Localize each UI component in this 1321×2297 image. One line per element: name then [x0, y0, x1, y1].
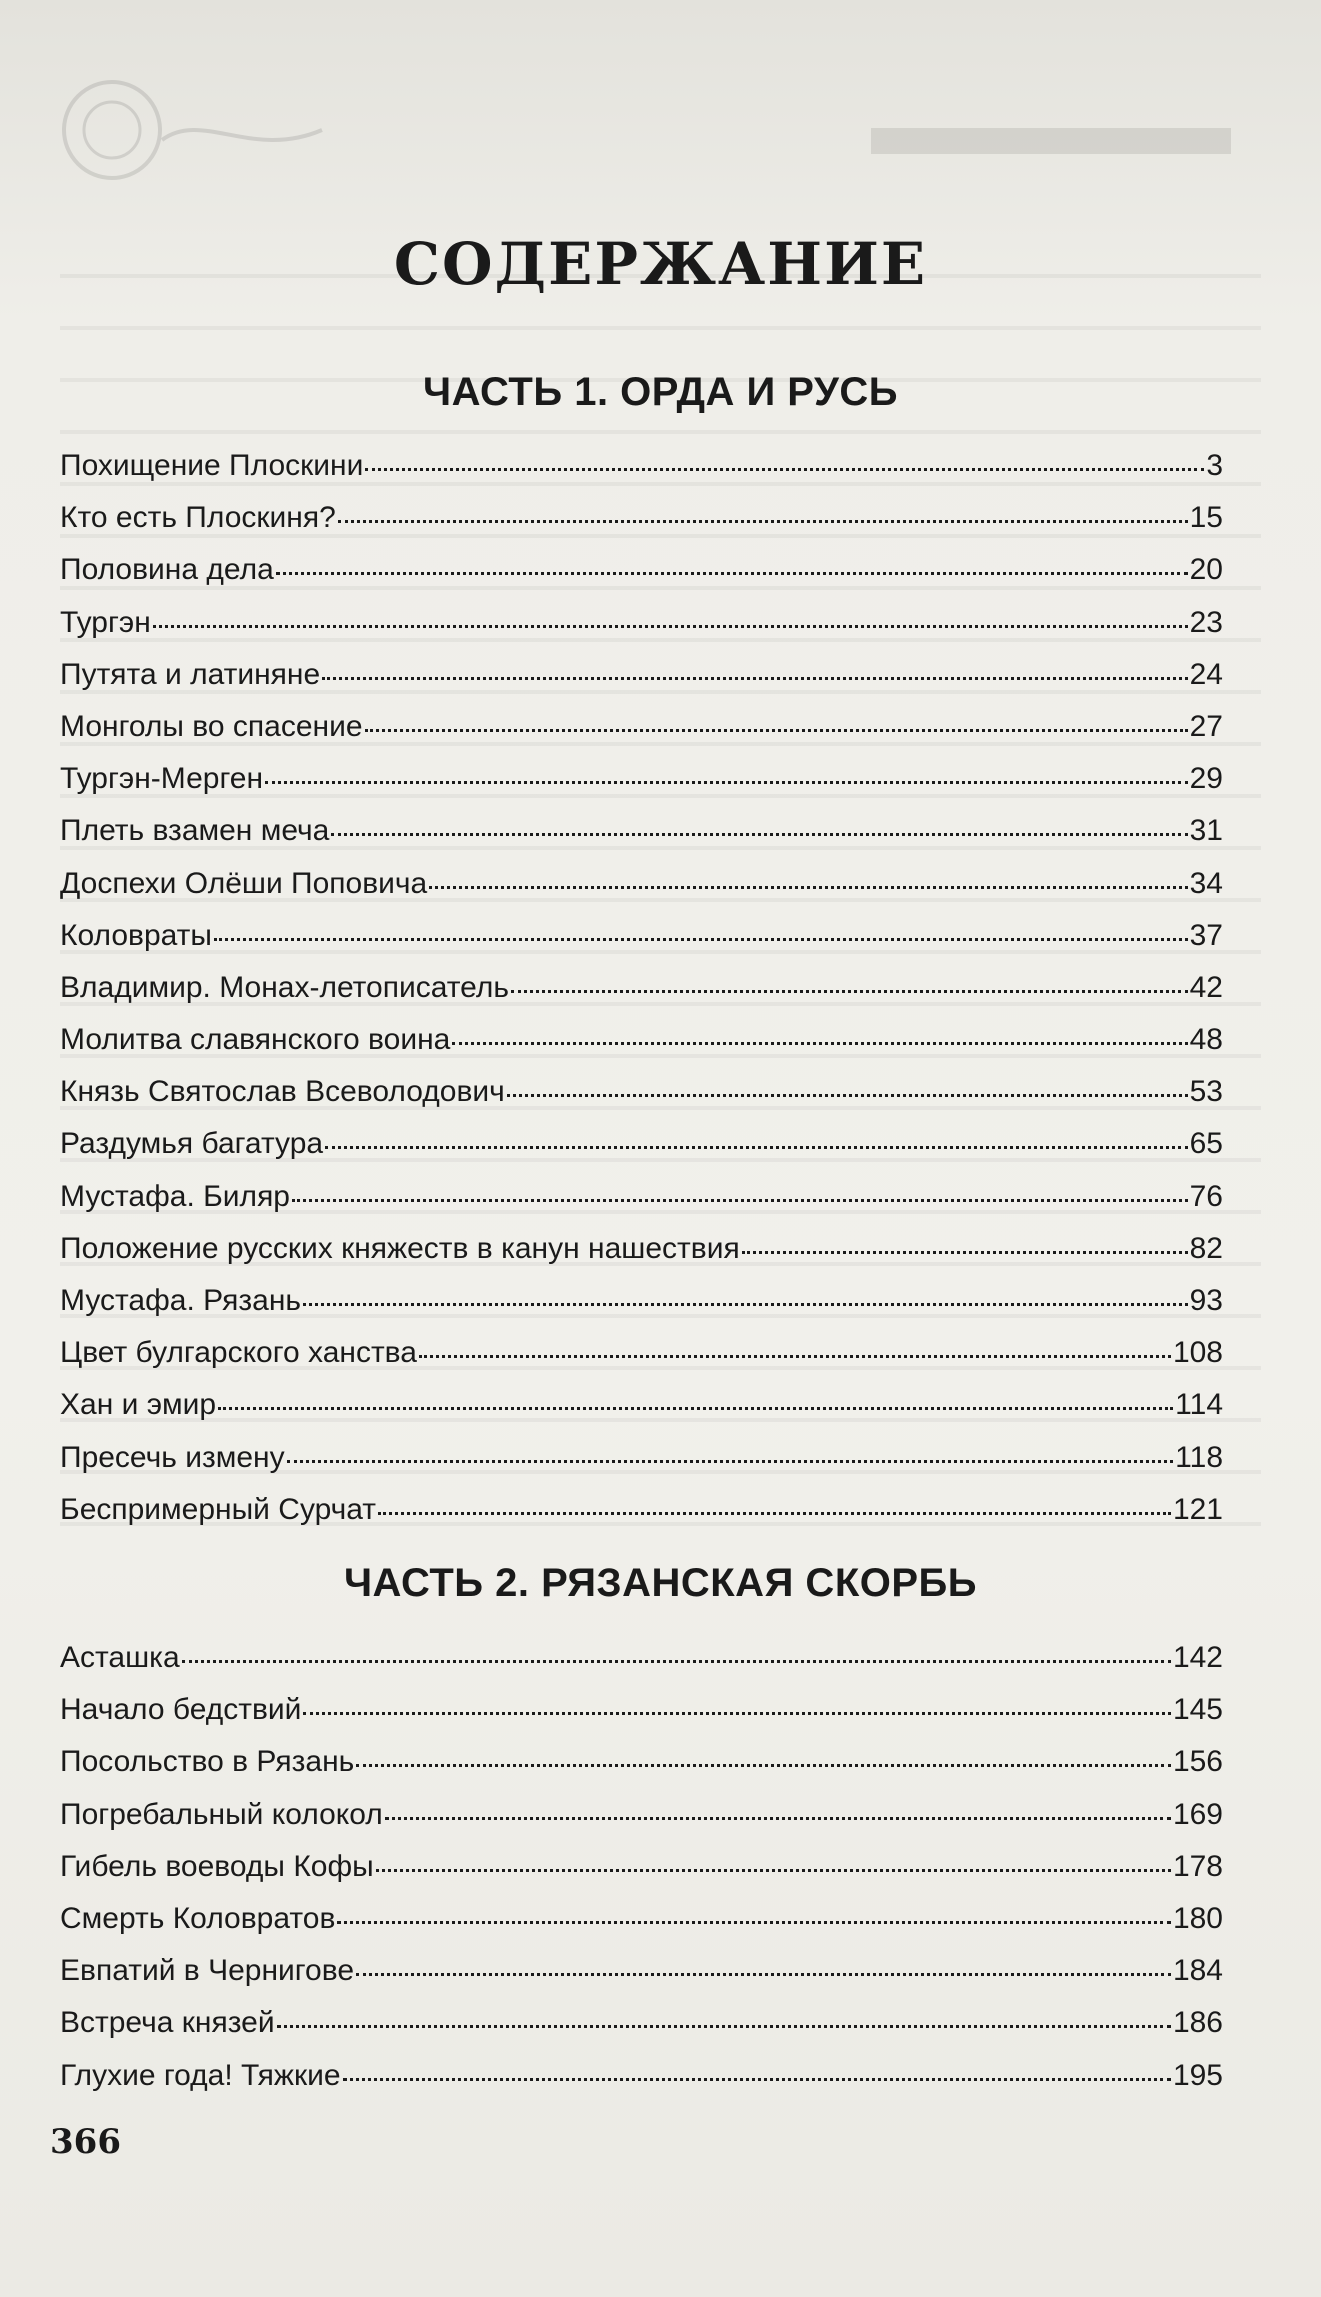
toc-entry-title: Похищение Плоскини: [60, 449, 364, 482]
toc-entry-title: Встреча князей: [60, 2006, 275, 2040]
toc-entry: [60, 1058, 1223, 1110]
toc-entry-page: 65: [1189, 1127, 1223, 1161]
toc-entry: [60, 1163, 1223, 1215]
toc-entry-title: Евпатий в Чернигове: [60, 1954, 355, 1988]
dot-leader: [153, 585, 1188, 628]
toc-entry-page: 156: [1172, 1745, 1223, 1779]
toc-entry-title: Посольство в Рязань: [60, 1745, 355, 1779]
dot-leader: [356, 1933, 1171, 1976]
toc-entry: [60, 850, 1223, 902]
toc-entry: [60, 1371, 1223, 1423]
dot-leader: [511, 950, 1188, 993]
dot-leader: [365, 428, 1204, 471]
dot-leader: [378, 1472, 1171, 1515]
toc-entry-title: Мустафа. Биляр: [60, 1179, 290, 1213]
toc-entry-page: 121: [1172, 1492, 1223, 1526]
toc-entry-page: 118: [1175, 1440, 1223, 1474]
toc-entry-title: Начало бедствий: [60, 1693, 302, 1727]
toc-entry: [60, 432, 1223, 484]
dot-leader: [742, 1211, 1188, 1254]
page-title: СОДЕРЖАНИЕ: [393, 230, 928, 298]
toc-entry: [60, 1937, 1223, 1989]
toc-entry-title: Смерть Коловратов: [60, 1901, 336, 1935]
toc-entry-page: 34: [1189, 866, 1223, 900]
toc-entry-page: 195: [1172, 2058, 1223, 2092]
toc-entry-page: 31: [1189, 814, 1223, 848]
dot-leader: [265, 741, 1188, 784]
toc-entry-title: Беспримерный Сурчат: [60, 1492, 377, 1526]
bleed-through-ornament: [52, 70, 332, 190]
toc-entry-title: Кто есть Плоскиня?: [60, 501, 336, 535]
toc-entry: [60, 1006, 1223, 1058]
dot-leader: [276, 532, 1188, 575]
toc-entry: [60, 1267, 1223, 1319]
toc-entry: [60, 1476, 1223, 1528]
toc-entry-title: Цвет булгарского ханства: [60, 1336, 417, 1370]
toc-entry-title: Коловраты: [60, 918, 212, 952]
toc-entry: [60, 954, 1223, 1006]
toc-entry: [60, 2042, 1223, 2094]
toc-entry-page: 169: [1172, 1797, 1223, 1831]
toc-entry-page: 145: [1172, 1693, 1223, 1727]
toc-entry-title: Хан и эмир: [60, 1388, 217, 1422]
toc-entry: [60, 693, 1223, 745]
toc-entry: [60, 1215, 1223, 1267]
toc-entry-page: 178: [1172, 1849, 1223, 1883]
toc-entry-title: Тургэн-Мерген: [60, 762, 264, 796]
dot-leader: [365, 689, 1188, 732]
dot-leader: [338, 480, 1188, 523]
toc-entry: [60, 1781, 1223, 1833]
toc-entry-title: Раздумья багатура: [60, 1127, 324, 1161]
toc-entry: [60, 1110, 1223, 1162]
toc-entry-title: Князь Святослав Всеволодович: [60, 1075, 505, 1109]
toc-entry: [60, 1676, 1223, 1728]
dot-leader: [343, 2038, 1171, 2081]
dot-leader: [322, 637, 1187, 680]
toc-entry-title: Гибель воеводы Кофы: [60, 1849, 374, 1883]
toc-entry-page: 23: [1189, 605, 1223, 639]
toc-entry: [60, 536, 1223, 588]
toc-part-1: [60, 432, 1223, 1528]
dot-leader: [356, 1724, 1171, 1767]
dot-leader: [419, 1315, 1171, 1358]
dot-leader: [507, 1054, 1188, 1097]
toc-entry-title: Владимир. Монах-летописатель: [60, 970, 509, 1004]
dot-leader: [303, 1672, 1171, 1715]
dot-leader: [429, 846, 1187, 889]
dot-leader: [452, 1002, 1187, 1045]
toc-entry-title: Плеть взамен меча: [60, 814, 330, 848]
toc-entry-title: Половина дела: [60, 553, 274, 587]
toc-entry: [60, 1885, 1223, 1937]
dot-leader: [292, 1159, 1188, 1202]
toc-entry-page: 29: [1189, 762, 1223, 796]
toc-entry-page: 76: [1189, 1179, 1223, 1213]
toc-entry: [60, 745, 1223, 797]
toc-entry: [60, 641, 1223, 693]
dot-leader: [385, 1777, 1171, 1820]
toc-entry-title: Монголы во спасение: [60, 709, 363, 743]
dot-leader: [337, 1881, 1171, 1924]
toc-entry-title: Глухие года! Тяжкие: [60, 2058, 341, 2092]
dot-leader: [277, 1985, 1171, 2028]
toc-entry-page: 37: [1189, 918, 1223, 952]
toc-entry-page: 20: [1189, 553, 1223, 587]
dot-leader: [376, 1829, 1171, 1872]
toc-entry-title: Погребальный колокол: [60, 1797, 383, 1831]
toc-part-2: [60, 1624, 1223, 2094]
toc-entry: [60, 1424, 1223, 1476]
toc-entry: [60, 589, 1223, 641]
toc-entry-page: 3: [1206, 449, 1223, 482]
dot-leader: [218, 1367, 1173, 1410]
dot-leader: [287, 1420, 1174, 1463]
toc-entry-page: 82: [1189, 1231, 1223, 1265]
toc-entry-page: 27: [1189, 709, 1223, 743]
toc-entry-page: 184: [1172, 1954, 1223, 1988]
toc-entry-title: Путята и латиняне: [60, 657, 321, 691]
toc-entry: [60, 1319, 1223, 1371]
toc-entry-page: 108: [1172, 1336, 1223, 1370]
toc-entry: [60, 902, 1223, 954]
part-2-heading: ЧАСТЬ 2. РЯЗАНСКАЯ СКОРБЬ: [343, 1561, 978, 1605]
toc-entry-page: 24: [1189, 657, 1223, 691]
toc-entry-page: 93: [1189, 1284, 1223, 1317]
toc-entry-title: Молитва славянского воина: [60, 1023, 451, 1057]
page-number: 366: [50, 2122, 121, 2162]
dot-leader: [331, 793, 1187, 836]
toc-entry-page: 142: [1172, 1641, 1223, 1674]
toc-entry: [60, 484, 1223, 536]
dot-leader: [214, 898, 1188, 941]
toc-entry-page: 114: [1175, 1388, 1223, 1422]
dot-leader: [182, 1620, 1171, 1663]
toc-entry: [60, 797, 1223, 849]
toc-entry: [60, 1989, 1223, 2041]
toc-entry-page: 15: [1189, 501, 1223, 535]
toc-entry-page: 42: [1189, 970, 1223, 1004]
toc-entry-page: 48: [1189, 1023, 1223, 1057]
dot-leader: [303, 1263, 1188, 1306]
toc-entry-title: Тургэн: [60, 605, 151, 639]
toc-entry-title: Пресечь измену: [60, 1440, 285, 1474]
toc-entry: [60, 1728, 1223, 1780]
toc-entry-title: Доспехи Олёши Поповича: [60, 866, 428, 900]
toc-entry-title: Положение русских княжеств в канун нашествия: [60, 1231, 740, 1265]
bleed-through-header: [871, 120, 1231, 160]
toc-entry-title: Мустафа. Рязань: [60, 1284, 302, 1317]
toc-entry: [60, 1833, 1223, 1885]
toc-entry-page: 53: [1189, 1075, 1223, 1109]
dot-leader: [325, 1106, 1188, 1149]
toc-entry-page: 180: [1172, 1901, 1223, 1935]
toc-entry: [60, 1624, 1223, 1676]
toc-entry-title: Асташка: [60, 1641, 180, 1674]
toc-entry-page: 186: [1172, 2006, 1223, 2040]
part-1-heading: ЧАСТЬ 1. ОРДА И РУСЬ: [423, 370, 898, 414]
